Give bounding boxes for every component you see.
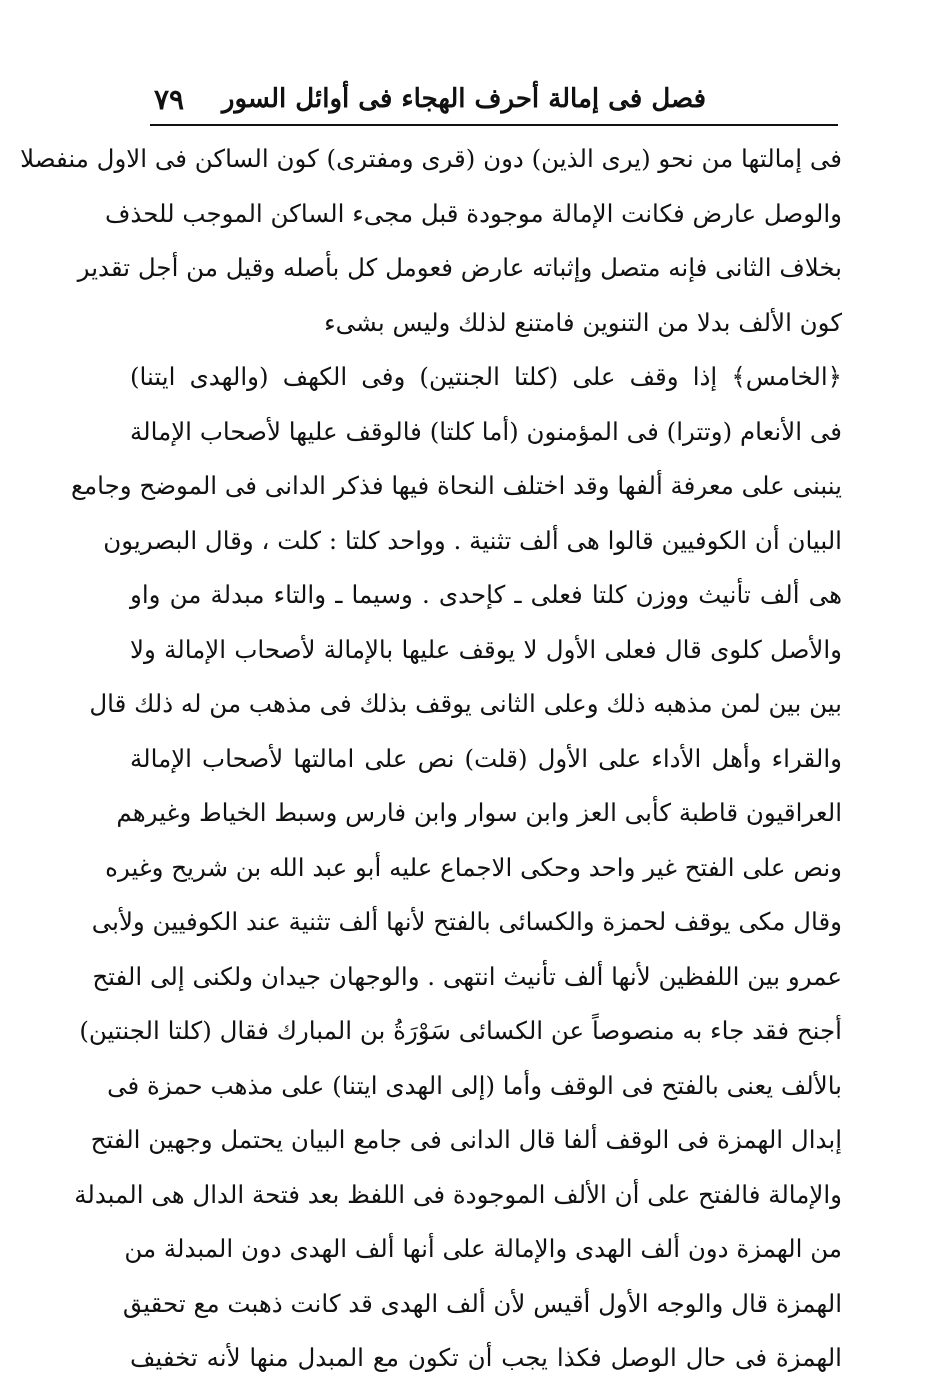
text-line: من الهمزة دون ألف الهدى والإمالة على أنها ألف الهدى دون المبدلة من xyxy=(124,1234,842,1263)
text-line: البيان أن الكوفيين قالوا هى ألف تثنية . وواحد كلتا : كلت ، وقال البصريون xyxy=(103,525,842,555)
text-line: إبدال الهمزة فى الوقف ألفا قال الدانى فى جامع البيان يحتمل وجهين الفتح xyxy=(90,1125,842,1154)
running-title: فصل فى إمالة أحرف الهجاء فى أوائل السور xyxy=(221,84,706,114)
text-line: الهمزة قال والوجه الأول أقيس لأن ألف الهدى قد كانت ذهبت مع تحقيق xyxy=(122,1288,842,1318)
header-rule xyxy=(150,124,838,126)
text-line: الهمزة فى حال الوصل فكذا يجب أن تكون مع المبدل منها لأنه تخفيف xyxy=(130,1343,842,1372)
text-line: بالألف يعنى بالفتح فى الوقف وأما (إلى الهدى ايتنا) على مذهب حمزة فى xyxy=(107,1070,842,1100)
text-line: كون الألف بدلا من التنوين فامتنع لذلك وليس بشىء xyxy=(324,307,842,337)
text-line: ﴿الخامس﴾ إذا وقف على (كلتا الجنتين) وفى الكهف (والهدى ايتنا) xyxy=(130,362,842,391)
text-line: أجنح فقد جاء به منصوصاً عن الكسائى سَوْرَةُ بن المبارك فقال (كلتا الجنتين) xyxy=(79,1016,842,1045)
text-line: والقراء وأهل الأداء على الأول (قلت) نص على امالتها لأصحاب الإمالة xyxy=(130,743,842,773)
text-line: عمرو بين اللفظين لأنها ألف تأنيث انتهى . والوجهان جيدان ولكنى إلى الفتح xyxy=(92,961,842,991)
text-line: بخلاف الثانى فإنه متصل وإثباته عارض فعومل كل بأصله وقيل من أجل تقدير xyxy=(77,253,842,282)
page-number: ٧٩ xyxy=(154,82,185,116)
text-line: هى ألف تأنيث ووزن كلتا فعلى ـ كإحدى . وسيما ـ والتاء مبدلة من واو xyxy=(130,580,842,609)
text-line: بين بين لمن مذهبه ذلك وعلى الثانى يوقف بذلك فى مذهب من له ذلك قال xyxy=(89,689,842,718)
text-line: فى الأنعام (وتترا) فى المؤمنون (أما كلتا) فالوقف عليها لأصحاب الإمالة xyxy=(130,416,842,446)
body-text xyxy=(20,132,842,1386)
page-header xyxy=(150,76,838,122)
text-line: العراقيون قاطبة كأبى العز وابن سوار وابن فارس وسبط الخياط وغيرهم xyxy=(116,798,842,827)
text-line: ونص على الفتح غير واحد وحكى الاجماع عليه أبو عبد الله بن شريح وغيره xyxy=(105,852,842,882)
text-line: فى إمالتها من نحو (يرى الذين) دون (قرى ومفترى) كون الساكن فى الاول منفصلا xyxy=(20,144,842,173)
text-line: والأصل كلوى قال فعلى الأول لا يوقف عليها بالإمالة لأصحاب الإمالة ولا xyxy=(130,634,842,664)
text-line: والوصل عارض فكانت الإمالة موجودة قبل مجىء الساكن الموجب للحذف xyxy=(104,198,842,228)
text-line: وقال مكى يوقف لحمزة والكسائى بالفتح لأنها ألف تثنية عند الكوفيين ولأبى xyxy=(91,907,842,936)
text-line: والإمالة فالفتح على أن الألف الموجودة فى اللفظ بعد فتحة الدال هى المبدلة xyxy=(74,1179,842,1209)
text-line: ينبنى على معرفة ألفها وقد اختلف النحاة فيها فذكر الدانى فى الموضح وجامع xyxy=(71,471,842,500)
